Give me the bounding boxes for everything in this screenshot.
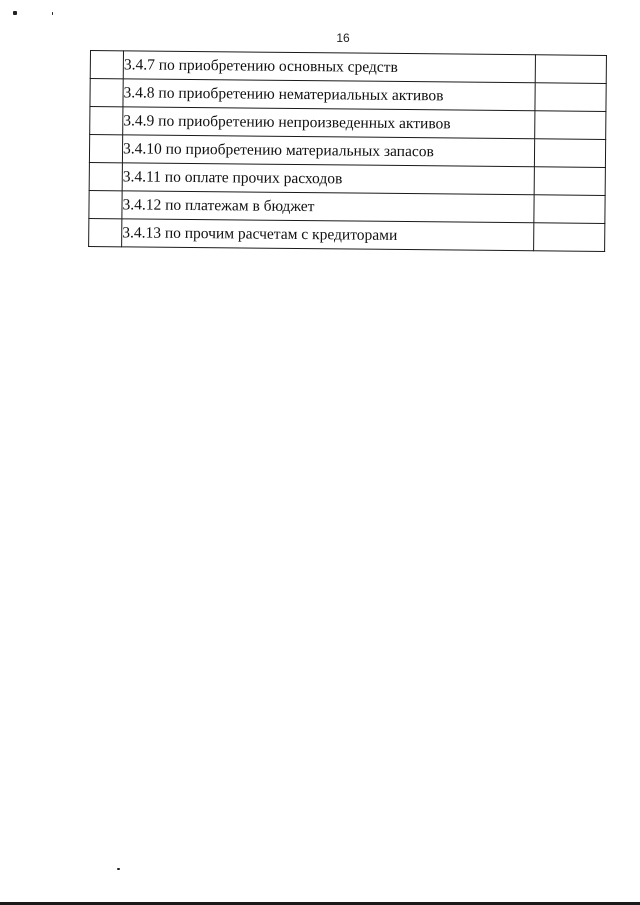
scan-mark — [13, 11, 17, 15]
row-label-cell: 3.4.13 по прочим расчетам с кредиторами — [122, 219, 534, 251]
row-value-cell — [534, 223, 605, 252]
row-label-cell: 3.4.9 по приобретению непроизведенных активов — [123, 107, 535, 139]
report-table-wrapper — [88, 50, 606, 252]
row-number-cell — [89, 190, 122, 218]
row-value-cell — [535, 55, 606, 84]
scan-mark — [52, 12, 53, 15]
row-number-cell — [89, 162, 122, 190]
row-value-cell — [535, 111, 606, 140]
row-number-cell — [89, 135, 122, 163]
row-value-cell — [534, 139, 605, 168]
row-number-cell — [90, 79, 123, 107]
row-value-cell — [534, 167, 605, 196]
row-number-cell — [89, 218, 122, 246]
row-number-cell — [90, 107, 123, 135]
row-label-cell: 3.4.11 по оплате прочих расходов — [122, 163, 534, 195]
row-label-cell: 3.4.10 по приобретению материальных запасов — [122, 135, 534, 167]
scan-mark — [117, 868, 120, 870]
row-number-cell — [90, 51, 123, 79]
report-table — [88, 50, 607, 252]
row-label-cell: 3.4.7 по приобретению основных средств — [123, 51, 535, 83]
table-row — [89, 218, 605, 251]
page-number: 16 — [336, 31, 350, 45]
row-value-cell — [535, 83, 606, 112]
row-label-cell: 3.4.8 по приобретению нематериальных активов — [123, 79, 535, 111]
row-label-cell: 3.4.12 по платежам в бюджет — [122, 191, 534, 223]
row-value-cell — [534, 195, 605, 224]
